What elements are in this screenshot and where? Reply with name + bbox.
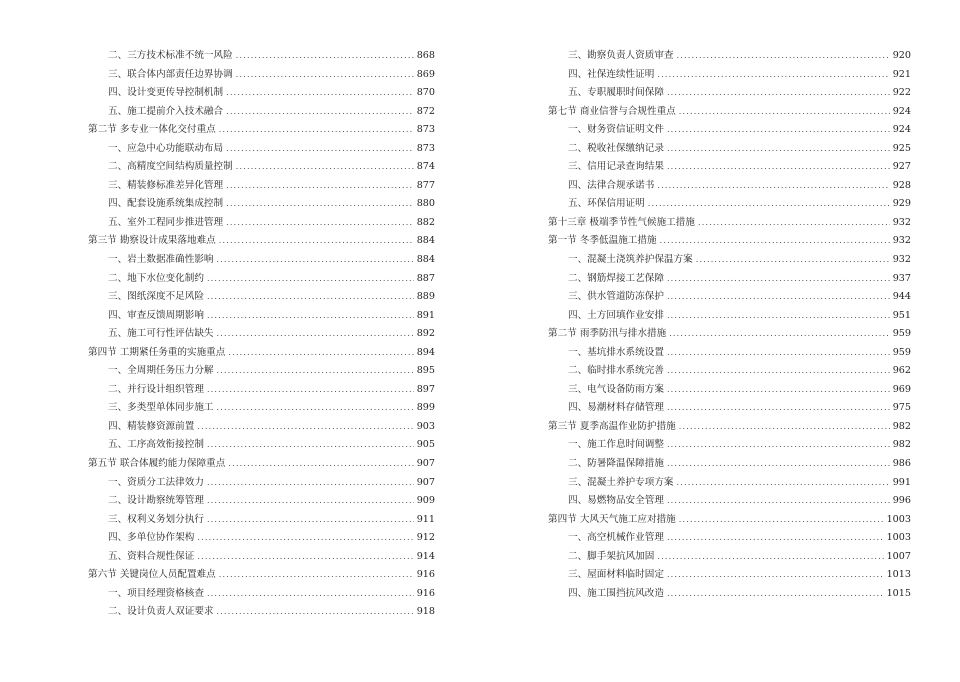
toc-entry-page-number: 907 xyxy=(416,458,435,470)
dot-leader xyxy=(667,84,890,103)
toc-entry-page-number: 925 xyxy=(892,142,911,154)
toc-entry-page-number: 975 xyxy=(892,402,911,414)
toc-entry-page-number: 982 xyxy=(892,420,911,432)
toc-entry-page-number: 895 xyxy=(416,365,435,377)
dot-leader xyxy=(226,140,414,159)
toc-entry-page-number: 892 xyxy=(416,328,435,340)
toc-entry[interactable] xyxy=(88,585,435,604)
toc-entry[interactable] xyxy=(548,307,911,326)
toc-entry[interactable] xyxy=(548,195,911,214)
toc-entry-title: 二、高精度空间结构质量控制 xyxy=(108,161,233,173)
toc-entry-page-number: 928 xyxy=(892,179,911,191)
dot-leader xyxy=(217,325,414,344)
dot-leader xyxy=(657,66,889,85)
toc-entry[interactable] xyxy=(88,603,435,622)
toc-entry-title: 四、法律合规承诺书 xyxy=(568,179,655,191)
toc-entry-title: 二、临时排水系统完善 xyxy=(568,365,664,377)
toc-entry[interactable] xyxy=(88,103,435,122)
dot-leader xyxy=(219,232,414,251)
dot-leader xyxy=(667,585,884,604)
toc-entry-page-number: 1003 xyxy=(886,513,911,525)
toc-entry-page-number: 921 xyxy=(892,68,911,80)
toc-entry-page-number: 873 xyxy=(416,124,435,136)
toc-entry-title: 四、施工围挡抗风改造 xyxy=(568,587,664,599)
toc-entry[interactable] xyxy=(548,492,911,511)
toc-entry-title: 五、专职履职时间保障 xyxy=(568,87,664,99)
toc-entry-page-number: 932 xyxy=(892,235,911,247)
toc-entry-page-number: 959 xyxy=(892,328,911,340)
toc-entry-page-number: 932 xyxy=(892,216,911,228)
toc-entry-page-number: 1013 xyxy=(886,569,911,581)
dot-leader xyxy=(679,511,884,530)
toc-entry[interactable] xyxy=(88,195,435,214)
dot-leader xyxy=(667,455,890,474)
toc-entry-page-number: 991 xyxy=(892,476,911,488)
toc-entry-title: 三、权利义务划分执行 xyxy=(108,513,204,525)
toc-entry-title: 三、混凝土养护专项方案 xyxy=(568,476,674,488)
dot-leader xyxy=(667,158,890,177)
toc-entry-title: 二、地下水位变化制约 xyxy=(108,272,204,284)
toc-entry[interactable] xyxy=(88,436,435,455)
toc-entry-page-number: 982 xyxy=(892,439,911,451)
toc-entry[interactable] xyxy=(88,418,435,437)
toc-entry[interactable] xyxy=(88,158,435,177)
toc-entry[interactable] xyxy=(88,566,435,585)
toc-entry-page-number: 887 xyxy=(416,272,435,284)
toc-entry-page-number: 899 xyxy=(416,402,435,414)
toc-entry-page-number: 996 xyxy=(892,495,911,507)
dot-leader xyxy=(207,585,414,604)
toc-entry-page-number: 944 xyxy=(892,291,911,303)
toc-entry-title: 二、税收社保缴纳记录 xyxy=(568,142,664,154)
toc-entry[interactable] xyxy=(88,66,435,85)
toc-entry-title: 第四节 工期紧任务重的实施重点 xyxy=(88,346,226,358)
toc-entry-page-number: 959 xyxy=(892,346,911,358)
toc-entry[interactable] xyxy=(88,381,435,400)
dot-leader xyxy=(677,47,890,66)
toc-entry-page-number: 872 xyxy=(416,105,435,117)
toc-entry-page-number: 924 xyxy=(892,124,911,136)
toc-entry[interactable] xyxy=(548,66,911,85)
dot-leader xyxy=(226,214,414,233)
dot-leader xyxy=(667,288,890,307)
dot-leader xyxy=(219,121,414,140)
toc-entry-title: 一、高空机械作业管理 xyxy=(568,532,664,544)
toc-entry[interactable] xyxy=(548,177,911,196)
toc-entry[interactable] xyxy=(548,399,911,418)
toc-entry[interactable] xyxy=(88,251,435,270)
dot-leader xyxy=(667,307,890,326)
toc-entry-title: 四、配套设施系统集成控制 xyxy=(108,198,224,210)
toc-entry-title: 一、财务资信证明文件 xyxy=(568,124,664,136)
dot-leader xyxy=(207,381,414,400)
dot-leader xyxy=(228,455,413,474)
toc-entry-title: 第六节 关键岗位人员配置难点 xyxy=(88,569,216,581)
toc-entry[interactable] xyxy=(88,47,435,66)
toc-entry-title: 五、资料合规性保证 xyxy=(108,550,195,562)
toc-entry[interactable] xyxy=(88,140,435,159)
toc-entry-title: 第十三章 极端季节性气候施工措施 xyxy=(548,216,695,228)
toc-entry-page-number: 916 xyxy=(416,569,435,581)
toc-entry-page-number: 894 xyxy=(416,346,435,358)
toc-entry-page-number: 905 xyxy=(416,439,435,451)
toc-entry-page-number: 891 xyxy=(416,309,435,321)
toc-entry-title: 第七节 商业信誉与合规性重点 xyxy=(548,105,676,117)
dot-leader xyxy=(667,492,890,511)
toc-entry-title: 第二节 多专业一体化交付重点 xyxy=(88,124,216,136)
toc-entry-page-number: 932 xyxy=(892,254,911,266)
toc-entry-page-number: 969 xyxy=(892,383,911,395)
toc-entry-page-number: 869 xyxy=(416,68,435,80)
toc-entry-title: 一、全周期任务压力分解 xyxy=(108,365,214,377)
toc-entry[interactable] xyxy=(88,529,435,548)
dot-leader xyxy=(207,288,414,307)
dot-leader xyxy=(667,140,890,159)
toc-entry[interactable] xyxy=(548,529,911,548)
dot-leader xyxy=(207,270,414,289)
dot-leader xyxy=(226,103,414,122)
toc-entry-title: 二、防暑降温保障措施 xyxy=(568,458,664,470)
toc-entry-page-number: 884 xyxy=(416,254,435,266)
dot-leader xyxy=(669,325,890,344)
toc-entry-page-number: 870 xyxy=(416,87,435,99)
toc-entry[interactable] xyxy=(88,325,435,344)
toc-entry-title: 二、脚手架抗风加固 xyxy=(568,550,655,562)
toc-entry[interactable] xyxy=(548,158,911,177)
toc-entry-page-number: 868 xyxy=(416,50,435,61)
toc-entry-page-number: 962 xyxy=(892,365,911,377)
toc-entry-page-number: 916 xyxy=(416,587,435,599)
dot-leader xyxy=(679,103,890,122)
toc-entry-title: 第二节 雨季防汛与排水措施 xyxy=(548,328,667,340)
toc-entry[interactable] xyxy=(548,585,911,604)
toc-entry[interactable] xyxy=(88,270,435,289)
toc-entry-page-number: 877 xyxy=(416,179,435,191)
toc-entry-page-number: 911 xyxy=(416,513,435,525)
toc-entry[interactable] xyxy=(548,455,911,474)
toc-entry[interactable] xyxy=(548,140,911,159)
dot-leader xyxy=(228,344,413,363)
toc-entry[interactable] xyxy=(548,566,911,585)
toc-entry-page-number: 924 xyxy=(892,105,911,117)
toc-entry-title: 三、精装修标准差异化管理 xyxy=(108,179,224,191)
toc-entry[interactable] xyxy=(548,548,911,567)
toc-entry[interactable] xyxy=(548,474,911,493)
toc-entry-title: 五、工序高效衔接控制 xyxy=(108,439,204,451)
toc-entry[interactable] xyxy=(88,84,435,103)
toc-entry-title: 四、易潮材料存储管理 xyxy=(568,402,664,414)
toc-entry-page-number: 907 xyxy=(416,476,435,488)
toc-entry-title: 四、易燃物品安全管理 xyxy=(568,495,664,507)
toc-entry[interactable] xyxy=(88,474,435,493)
dot-leader xyxy=(667,121,890,140)
dot-leader xyxy=(667,344,890,363)
toc-entry-title: 五、施工提前介入技术融合 xyxy=(108,105,224,117)
toc-entry-title: 一、岩土数据准确性影响 xyxy=(108,254,214,266)
toc-entry[interactable] xyxy=(548,325,911,344)
toc-entry-title: 四、设计变更传导控制机制 xyxy=(108,87,224,99)
dot-leader xyxy=(667,362,890,381)
dot-leader xyxy=(236,158,414,177)
toc-entry-title: 四、社保连续性证明 xyxy=(568,68,655,80)
dot-leader xyxy=(207,474,414,493)
dot-leader xyxy=(226,177,414,196)
toc-entry[interactable] xyxy=(548,436,911,455)
dot-leader xyxy=(236,47,414,66)
dot-leader xyxy=(217,362,414,381)
dot-leader xyxy=(197,418,413,437)
dot-leader xyxy=(696,251,890,270)
toc-entry[interactable] xyxy=(548,84,911,103)
toc-entry-title: 三、屋面材料临时固定 xyxy=(568,569,664,581)
toc-entry-title: 二、并行设计组织管理 xyxy=(108,383,204,395)
toc-entry-page-number: 903 xyxy=(416,420,435,432)
toc-entry-title: 五、施工可行性评估缺失 xyxy=(108,328,214,340)
toc-right-column xyxy=(548,47,911,603)
toc-entry-title: 一、基坑排水系统设置 xyxy=(568,346,664,358)
dot-leader xyxy=(698,214,890,233)
toc-entry[interactable] xyxy=(548,232,911,251)
toc-entry[interactable] xyxy=(88,511,435,530)
toc-entry[interactable] xyxy=(88,232,435,251)
toc-entry-page-number: 937 xyxy=(892,272,911,284)
dot-leader xyxy=(207,436,414,455)
toc-entry-page-number: 986 xyxy=(892,458,911,470)
dot-leader xyxy=(217,603,414,622)
toc-entry[interactable] xyxy=(88,177,435,196)
toc-entry-page-number: 1007 xyxy=(886,550,911,562)
dot-leader xyxy=(226,195,414,214)
dot-leader xyxy=(660,232,890,251)
toc-entry[interactable] xyxy=(548,511,911,530)
dot-leader xyxy=(207,492,414,511)
dot-leader xyxy=(236,66,414,85)
toc-entry[interactable] xyxy=(88,288,435,307)
dot-leader xyxy=(207,511,414,530)
toc-entry[interactable] xyxy=(88,492,435,511)
toc-entry-title: 三、勘察负责人资质审查 xyxy=(568,50,674,61)
toc-entry-title: 三、信用记录查询结果 xyxy=(568,161,664,173)
toc-entry[interactable] xyxy=(88,344,435,363)
dot-leader xyxy=(667,566,884,585)
toc-entry-title: 一、施工作息时间调整 xyxy=(568,439,664,451)
toc-entry-page-number: 880 xyxy=(416,198,435,210)
toc-entry-title: 二、设计负责人双证要求 xyxy=(108,606,214,618)
toc-entry-title: 五、室外工程同步推进管理 xyxy=(108,216,224,228)
toc-entry-title: 四、土方回填作业安排 xyxy=(568,309,664,321)
toc-entry-page-number: 1015 xyxy=(886,587,911,599)
dot-leader xyxy=(657,548,883,567)
toc-entry-title: 一、混凝土浇筑养护保温方案 xyxy=(568,254,693,266)
toc-entry-page-number: 922 xyxy=(892,87,911,99)
toc-entry-page-number: 929 xyxy=(892,198,911,210)
toc-entry[interactable] xyxy=(548,362,911,381)
toc-entry-title: 三、电气设备防雨方案 xyxy=(568,383,664,395)
toc-entry[interactable] xyxy=(548,381,911,400)
toc-entry[interactable] xyxy=(548,47,911,66)
toc-entry[interactable] xyxy=(88,214,435,233)
toc-entry[interactable] xyxy=(88,455,435,474)
dot-leader xyxy=(657,177,889,196)
toc-entry-title: 三、多类型单体同步施工 xyxy=(108,402,214,414)
toc-entry-page-number: 897 xyxy=(416,383,435,395)
toc-entry-page-number: 912 xyxy=(416,532,435,544)
toc-entry-page-number: 873 xyxy=(416,142,435,154)
toc-entry[interactable] xyxy=(548,418,911,437)
toc-entry[interactable] xyxy=(88,121,435,140)
toc-entry[interactable] xyxy=(548,214,911,233)
toc-entry-page-number: 909 xyxy=(416,495,435,507)
dot-leader xyxy=(226,84,414,103)
toc-entry-title: 四、多单位协作架构 xyxy=(108,532,195,544)
toc-left-column xyxy=(88,47,435,622)
toc-entry-title: 三、供水管道防冻保护 xyxy=(568,291,664,303)
dot-leader xyxy=(207,307,414,326)
dot-leader xyxy=(667,381,890,400)
toc-entry[interactable] xyxy=(88,399,435,418)
toc-entry[interactable] xyxy=(88,362,435,381)
toc-entry-title: 第一节 冬季低温施工措施 xyxy=(548,235,657,247)
toc-entry[interactable] xyxy=(548,103,911,122)
toc-entry-title: 一、应急中心功能联动布局 xyxy=(108,142,224,154)
toc-entry-page-number: 918 xyxy=(416,606,435,618)
dot-leader xyxy=(677,474,890,493)
toc-entry-title: 第五节 联合体履约能力保障重点 xyxy=(88,458,226,470)
dot-leader xyxy=(219,566,414,585)
dot-leader xyxy=(217,251,414,270)
toc-entry-title: 二、三方技术标准不统一风险 xyxy=(108,50,233,61)
dot-leader xyxy=(679,418,890,437)
toc-entry-page-number: 882 xyxy=(416,216,435,228)
toc-entry-title: 第三节 勘察设计成果落地难点 xyxy=(88,235,216,247)
toc-entry-page-number: 884 xyxy=(416,235,435,247)
toc-entry-title: 五、环保信用证明 xyxy=(568,198,645,210)
toc-entry[interactable] xyxy=(548,270,911,289)
dot-leader xyxy=(667,529,884,548)
toc-entry-title: 三、联合体内部责任边界协调 xyxy=(108,68,233,80)
dot-leader xyxy=(648,195,890,214)
toc-entry-title: 二、钢筋焊接工艺保障 xyxy=(568,272,664,284)
toc-entry-title: 第四节 大风天气施工应对措施 xyxy=(548,513,676,525)
toc-entry-title: 一、项目经理资格核查 xyxy=(108,587,204,599)
toc-entry[interactable] xyxy=(548,251,911,270)
toc-entry-page-number: 951 xyxy=(892,309,911,321)
toc-entry[interactable] xyxy=(548,121,911,140)
toc-entry[interactable] xyxy=(88,307,435,326)
toc-entry-title: 四、审查反馈周期影响 xyxy=(108,309,204,321)
dot-leader xyxy=(667,270,890,289)
dot-leader xyxy=(197,529,413,548)
toc-entry-page-number: 889 xyxy=(416,291,435,303)
toc-entry-page-number: 914 xyxy=(416,550,435,562)
toc-entry-title: 三、图纸深度不足风险 xyxy=(108,291,204,303)
toc-entry-title: 一、资质分工法律效力 xyxy=(108,476,204,488)
toc-entry-page-number: 920 xyxy=(892,50,911,61)
toc-entry-page-number: 1003 xyxy=(886,532,911,544)
toc-entry[interactable] xyxy=(548,288,911,307)
toc-entry-page-number: 874 xyxy=(416,161,435,173)
dot-leader xyxy=(217,399,414,418)
toc-entry-title: 第三节 夏季高温作业防护措施 xyxy=(548,420,676,432)
toc-entry[interactable] xyxy=(548,344,911,363)
toc-entry-page-number: 927 xyxy=(892,161,911,173)
toc-entry-title: 四、精装修资源前置 xyxy=(108,420,195,432)
dot-leader xyxy=(667,399,890,418)
dot-leader xyxy=(197,548,413,567)
dot-leader xyxy=(667,436,890,455)
toc-entry[interactable] xyxy=(88,548,435,567)
toc-entry-title: 二、设计勘察统筹管理 xyxy=(108,495,204,507)
